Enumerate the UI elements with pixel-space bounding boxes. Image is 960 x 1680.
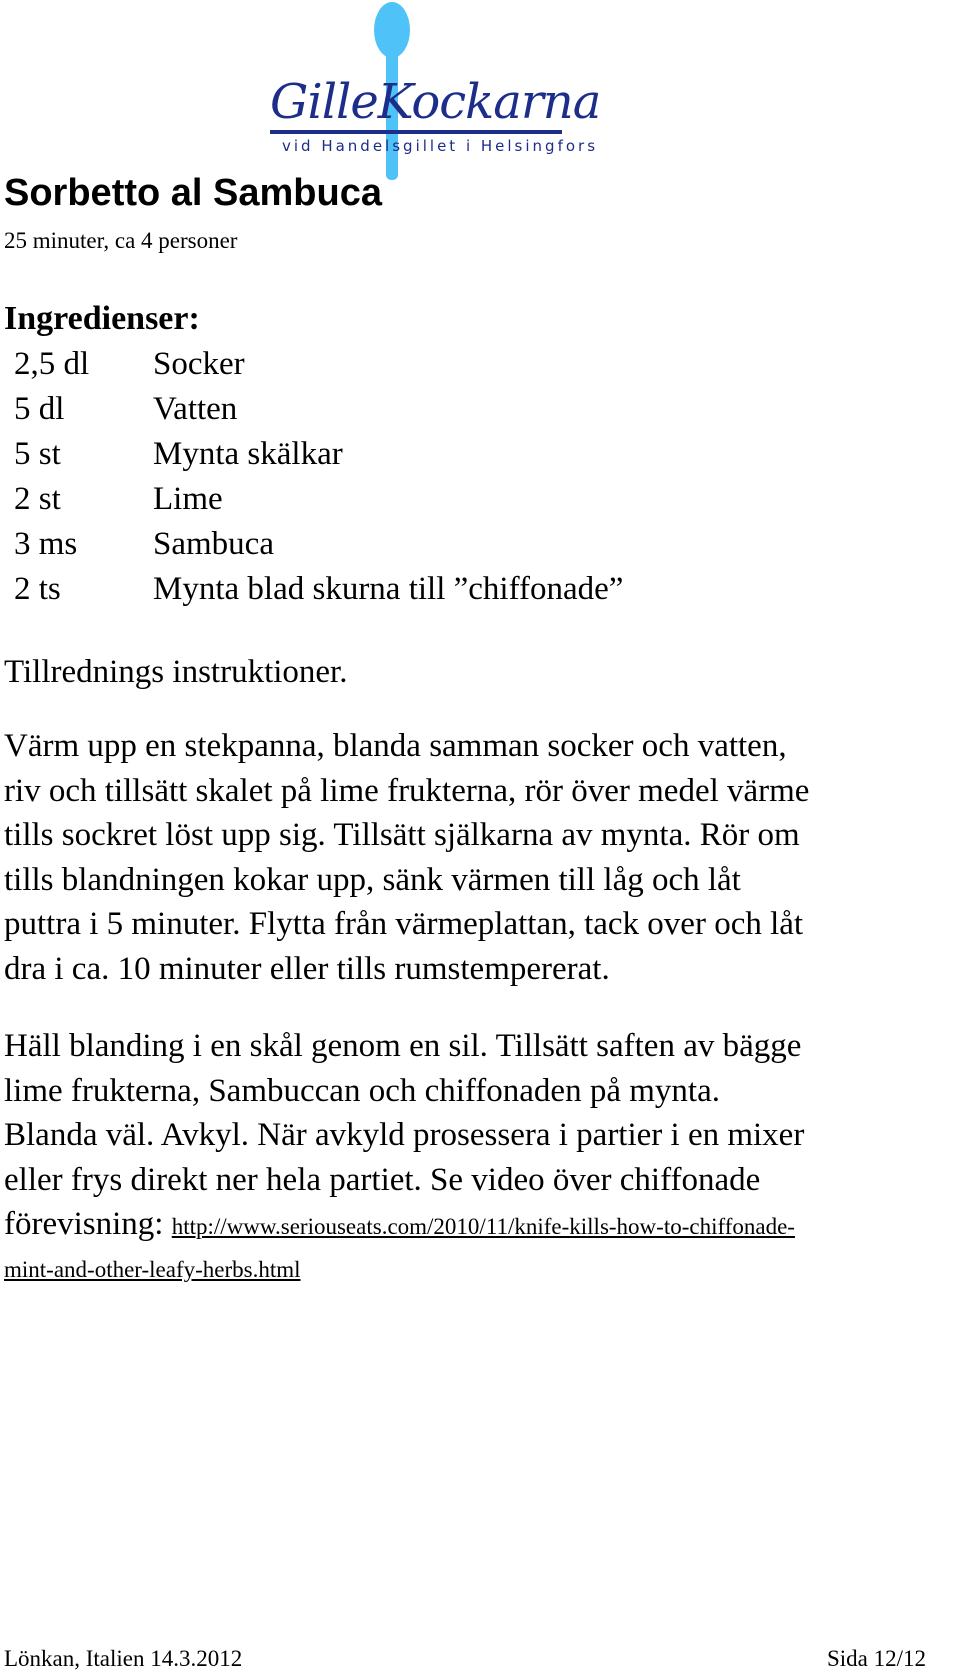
text-line: lime frukterna, Sambuccan och chiffonaden på mynta. — [4, 1072, 720, 1109]
ingredient-name: Mynta skälkar — [153, 436, 343, 472]
gillekockarna-logo — [270, 0, 601, 185]
ingredient-row — [14, 432, 623, 477]
ingredients-heading: Ingredienser: — [4, 300, 200, 337]
ingredient-quantity: 5 dl — [14, 391, 65, 427]
ingredient-quantity: 2 st — [14, 481, 61, 517]
text-line — [4, 1202, 960, 1250]
ingredient-row — [14, 342, 623, 387]
ingredient-name: Mynta blad skurna till ”chiffonade” — [153, 571, 624, 607]
instructions-heading: Tillrednings instruktioner. — [4, 654, 348, 690]
ingredient-name: Socker — [153, 346, 245, 382]
logo-tagline: vid Handelsgillet i Helsingfors — [282, 137, 599, 155]
text-line: tills sockret löst upp sig. Tillsätt själkarna av mynta. Rör om — [4, 817, 800, 853]
ingredient-row — [14, 387, 623, 432]
video-link[interactable]: http://www.seriouseats.com/2010/11/knife-kills-how-to-chiffonade- — [171, 1214, 795, 1239]
ingredient-name: Vatten — [153, 391, 238, 427]
text-line — [4, 1250, 960, 1287]
text-line: dra i ca. 10 minuter eller tills rumstempererat. — [4, 950, 610, 987]
ingredient-name: Lime — [153, 481, 223, 517]
ingredient-quantity: 2 ts — [14, 571, 61, 607]
link-prefix: förevisning: — [4, 1206, 172, 1242]
text-line: tills blandningen kokar upp, sänk värmen till låg och låt — [4, 861, 741, 898]
page-number: Sida 12/12 — [826, 1646, 926, 1671]
ingredients-list — [14, 342, 623, 612]
text-line: Värm upp en stekpanna, blanda samman socker och vatten, — [4, 728, 787, 764]
logo-divider — [270, 130, 562, 134]
ingredient-row — [14, 567, 623, 612]
ingredient-quantity: 3 ms — [14, 526, 78, 562]
text-line: Häll blanding i en skål genom en sil. Tillsätt saften av bägge — [4, 1028, 802, 1064]
instructions-paragraph-2 — [4, 1024, 960, 1287]
ingredient-row — [14, 522, 623, 567]
instructions-paragraph-1 — [4, 724, 960, 991]
text-line: puttra i 5 minuter. Flytta från värmeplattan, tack over och låt — [4, 906, 804, 942]
ingredient-quantity: 2,5 dl — [14, 346, 90, 382]
text-line: Blanda väl. Avkyl. När avkyld prosessera i partier i en mixer — [4, 1117, 805, 1153]
ingredient-row — [14, 477, 623, 522]
text-line: riv och tillsätt skalet på lime frukterna, rör över medel värme — [4, 772, 810, 809]
recipe-subtitle: 25 minuter, ca 4 personer — [4, 228, 238, 253]
ingredient-quantity: 5 st — [14, 436, 61, 472]
recipe-title: Sorbetto al Sambuca — [4, 172, 382, 214]
ingredient-name: Sambuca — [153, 526, 274, 562]
video-link-continued[interactable]: mint-and-other-leafy-herbs.html — [4, 1256, 301, 1282]
text-line: eller frys direkt ner hela partiet. Se video över chiffonade — [4, 1161, 761, 1198]
logo-wordmark: GilleKockarna — [270, 74, 601, 130]
footer-location-date: Lönkan, Italien 14.3.2012 — [4, 1646, 243, 1671]
